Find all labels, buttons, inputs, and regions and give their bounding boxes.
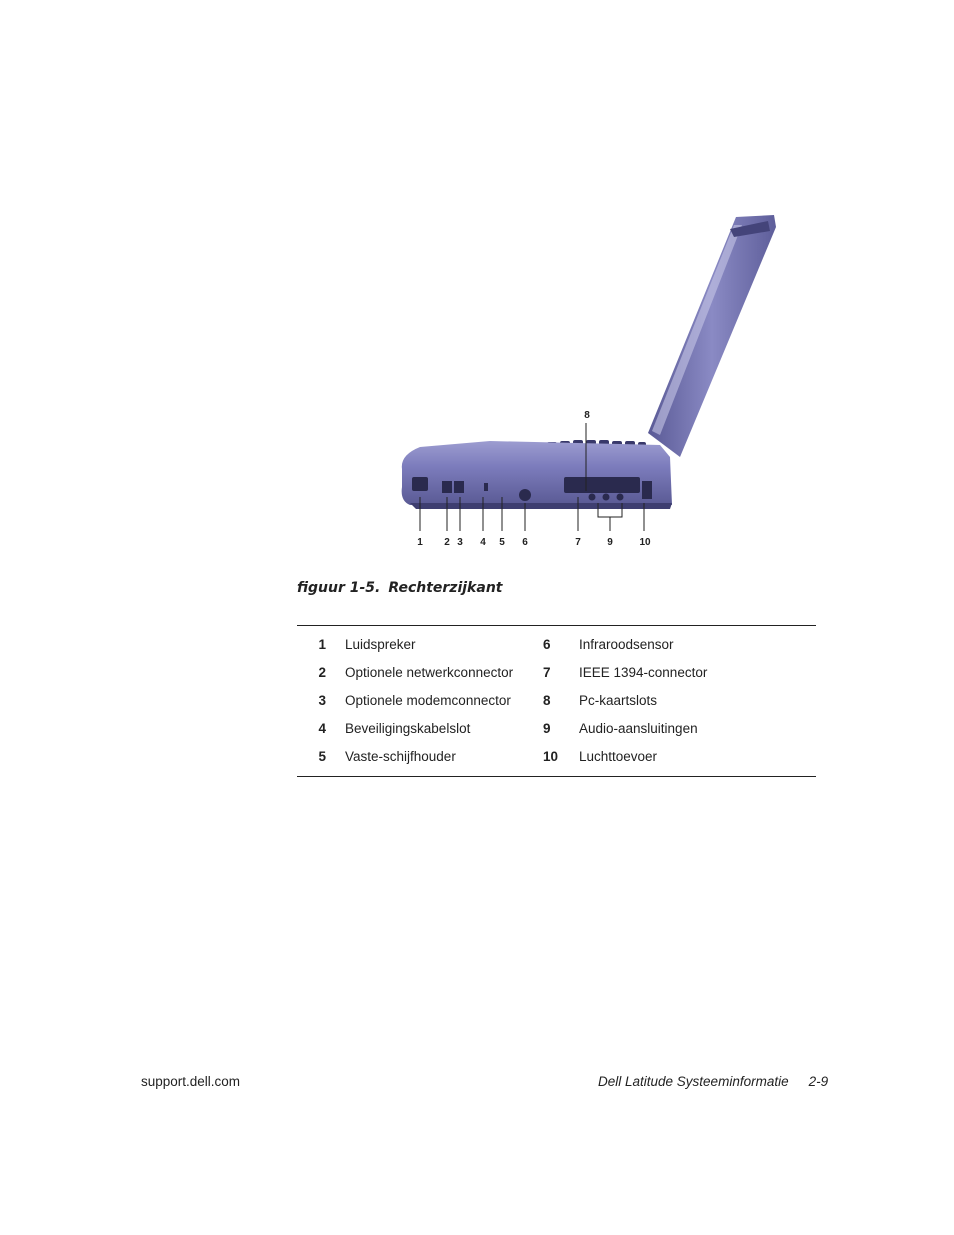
legend-label: Optionele netwerkconnector <box>345 664 514 680</box>
legend-row <box>297 742 816 770</box>
legend-number: 7 <box>543 664 551 680</box>
legend-number: 6 <box>543 636 551 652</box>
legend-number: 10 <box>543 748 559 764</box>
legend-label: Optionele modemconnector <box>345 692 511 708</box>
page-number: 2-9 <box>808 1074 829 1089</box>
audio-jack-1 <box>589 494 596 501</box>
footer-running-title <box>598 1074 828 1089</box>
laptop-illustration <box>390 205 830 555</box>
footer-title: Dell Latitude Systeeminformatie <box>598 1074 789 1089</box>
footer-website: support.dell.com <box>141 1074 241 1089</box>
legend-table <box>297 625 816 777</box>
callout-8: 8 <box>584 410 590 421</box>
laptop-base <box>402 441 672 505</box>
legend-number: 5 <box>318 748 326 764</box>
figure-title: Rechterzijkant <box>388 580 503 596</box>
legend-row <box>297 630 816 658</box>
callout-9: 9 <box>607 537 613 548</box>
legend-number: 2 <box>318 664 326 680</box>
legend-number: 8 <box>543 692 551 708</box>
network-port <box>442 481 452 493</box>
legend-label: Infraroodsensor <box>579 636 674 652</box>
legend-label: Pc-kaartslots <box>579 692 658 708</box>
figure-caption <box>297 580 502 596</box>
callout-2: 2 <box>444 537 450 548</box>
audio-jack-2 <box>603 494 610 501</box>
laptop-lid <box>648 215 776 457</box>
legend-row <box>297 686 816 714</box>
audio-jack-3 <box>617 494 624 501</box>
legend-number: 4 <box>318 720 326 736</box>
pc-card-slots <box>564 477 640 493</box>
callout-6: 6 <box>522 537 528 548</box>
callout-4: 4 <box>480 537 486 548</box>
legend-label: IEEE 1394-connector <box>579 664 708 680</box>
callout-1: 1 <box>417 537 423 548</box>
figure-number: figuur 1-5. <box>297 580 381 596</box>
legend-label: Vaste-schijfhouder <box>345 748 456 764</box>
air-intake <box>642 481 652 499</box>
legend-label: Beveiligingskabelslot <box>345 720 471 736</box>
callout-3: 3 <box>457 537 463 548</box>
legend-row <box>297 714 816 742</box>
legend-number: 1 <box>318 636 326 652</box>
speaker-grille <box>412 477 428 491</box>
callout-5: 5 <box>499 537 505 548</box>
legend-label: Audio-aansluitingen <box>579 720 698 736</box>
legend-label: Luchttoevoer <box>579 748 658 764</box>
legend-number: 9 <box>543 720 551 736</box>
infrared-sensor <box>519 489 531 501</box>
security-slot <box>484 483 488 491</box>
legend-label: Luidspreker <box>345 636 416 652</box>
modem-port <box>454 481 464 493</box>
legend-row <box>297 658 816 686</box>
callout-7: 7 <box>575 537 581 548</box>
callout-10: 10 <box>639 537 651 548</box>
laptop-right-side-figure <box>390 205 830 555</box>
legend-number: 3 <box>318 692 326 708</box>
